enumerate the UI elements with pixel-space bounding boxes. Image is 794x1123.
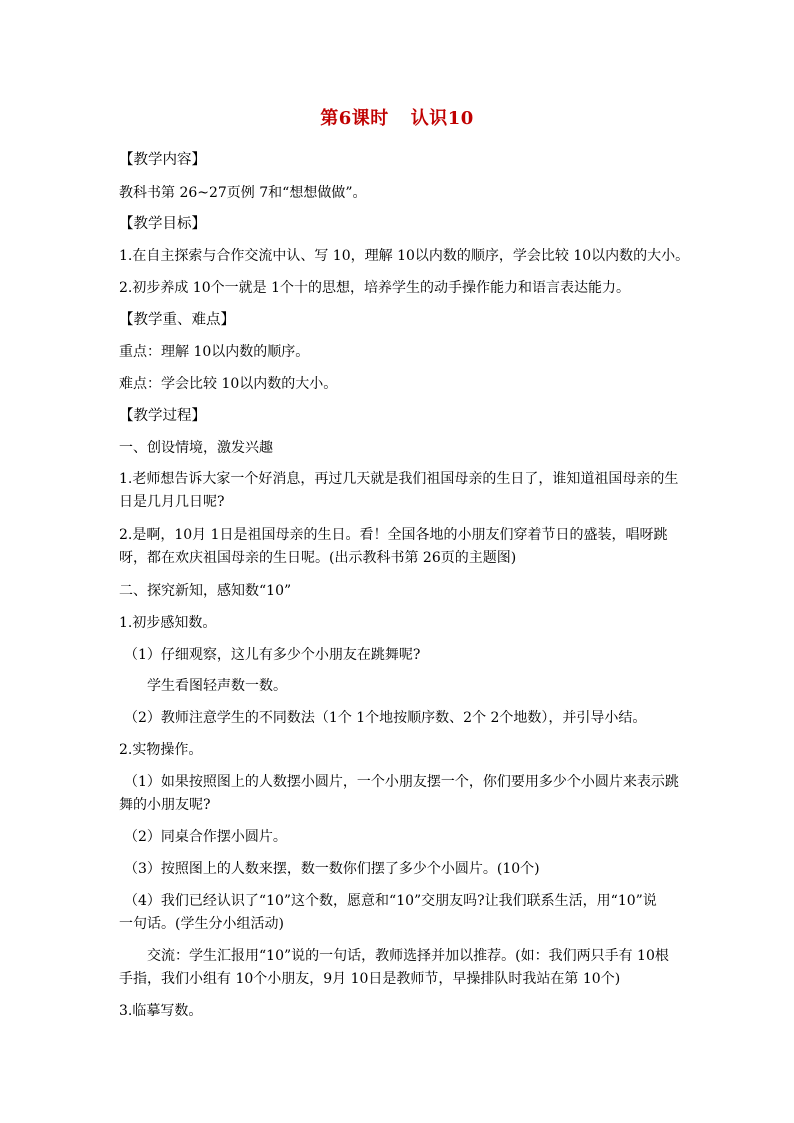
lesson-title	[0, 104, 794, 130]
paragraph: （4）我们已经认识了“10”这个数，愿意和“10”交朋友吗?让我们联系生活，用“10”说	[124, 893, 657, 909]
paragraph: （2）教师注意学生的不同数法（1个 1个地按顺序数、2个 2个地数），并引导小结。	[124, 710, 647, 726]
section-heading-process: 【教学过程】	[119, 408, 206, 424]
paragraph: 日是几月几日呢?	[119, 494, 225, 510]
lesson-number: 第6课时	[320, 108, 389, 129]
paragraph: 2.实物操作。	[119, 742, 203, 758]
paragraph: 难点：学会比较 10以内数的大小。	[119, 376, 338, 392]
paragraph: 呀，都在欢庆祖国母亲的生日呢。(出示教科书第 26页的主题图)	[119, 550, 517, 566]
paragraph: 1.初步感知数。	[119, 615, 217, 631]
lesson-topic: 认识10	[410, 108, 474, 129]
paragraph: 二、探究新知，感知数“10”	[119, 583, 292, 599]
section-heading-key-points: 【教学重、难点】	[119, 312, 235, 328]
paragraph: 舞的小朋友呢?	[119, 797, 211, 813]
paragraph: （1）仔细观察，这儿有多少个小朋友在跳舞呢?	[124, 647, 421, 663]
paragraph: 一句话。(学生分小组活动)	[119, 916, 284, 932]
paragraph: 学生看图轻声数一数。	[147, 678, 287, 694]
paragraph: （1）如果按照图上的人数摆小圆片，一个小朋友摆一个，你们要用多少个小圆片来表示跳	[124, 774, 679, 790]
section-heading-goals: 【教学目标】	[119, 216, 206, 232]
paragraph: （3）按照图上的人数来摆，数一数你们摆了多少个小圆片。(10个)	[124, 861, 540, 877]
paragraph: 交流：学生汇报用“10”说的一句话，教师选择并加以推荐。(如：我们两只手有 10根	[147, 948, 669, 964]
section-heading-content: 【教学内容】	[119, 152, 206, 168]
paragraph: 3.临摹写数。	[119, 1003, 203, 1019]
paragraph: 2.是啊，10月 1日是祖国母亲的生日。看！全国各地的小朋友们穿着节日的盛装，唱呀跳	[119, 527, 668, 543]
paragraph: 2.初步养成 10个一就是 1个十的思想，培养学生的动手操作能力和语言表达能力。	[119, 280, 630, 296]
paragraph: 一、创设情境，激发兴趣	[119, 440, 273, 456]
paragraph: （2）同桌合作摆小圆片。	[124, 829, 287, 845]
paragraph: 重点：理解 10以内数的顺序。	[119, 344, 310, 360]
paragraph: 手指，我们小组有 10个小朋友，9月 10日是教师节，早操排队时我站在第 10个)	[119, 971, 621, 987]
paragraph: 教科书第 26~27页例 7和“想想做做”。	[119, 185, 367, 201]
paragraph: 1.在自主探索与合作交流中认、写 10，理解 10以内数的顺序，学会比较 10以内数的大小。	[119, 248, 690, 264]
paragraph: 1.老师想告诉大家一个好消息，再过几天就是我们祖国母亲的生日了，谁知道祖国母亲的生	[119, 471, 679, 487]
